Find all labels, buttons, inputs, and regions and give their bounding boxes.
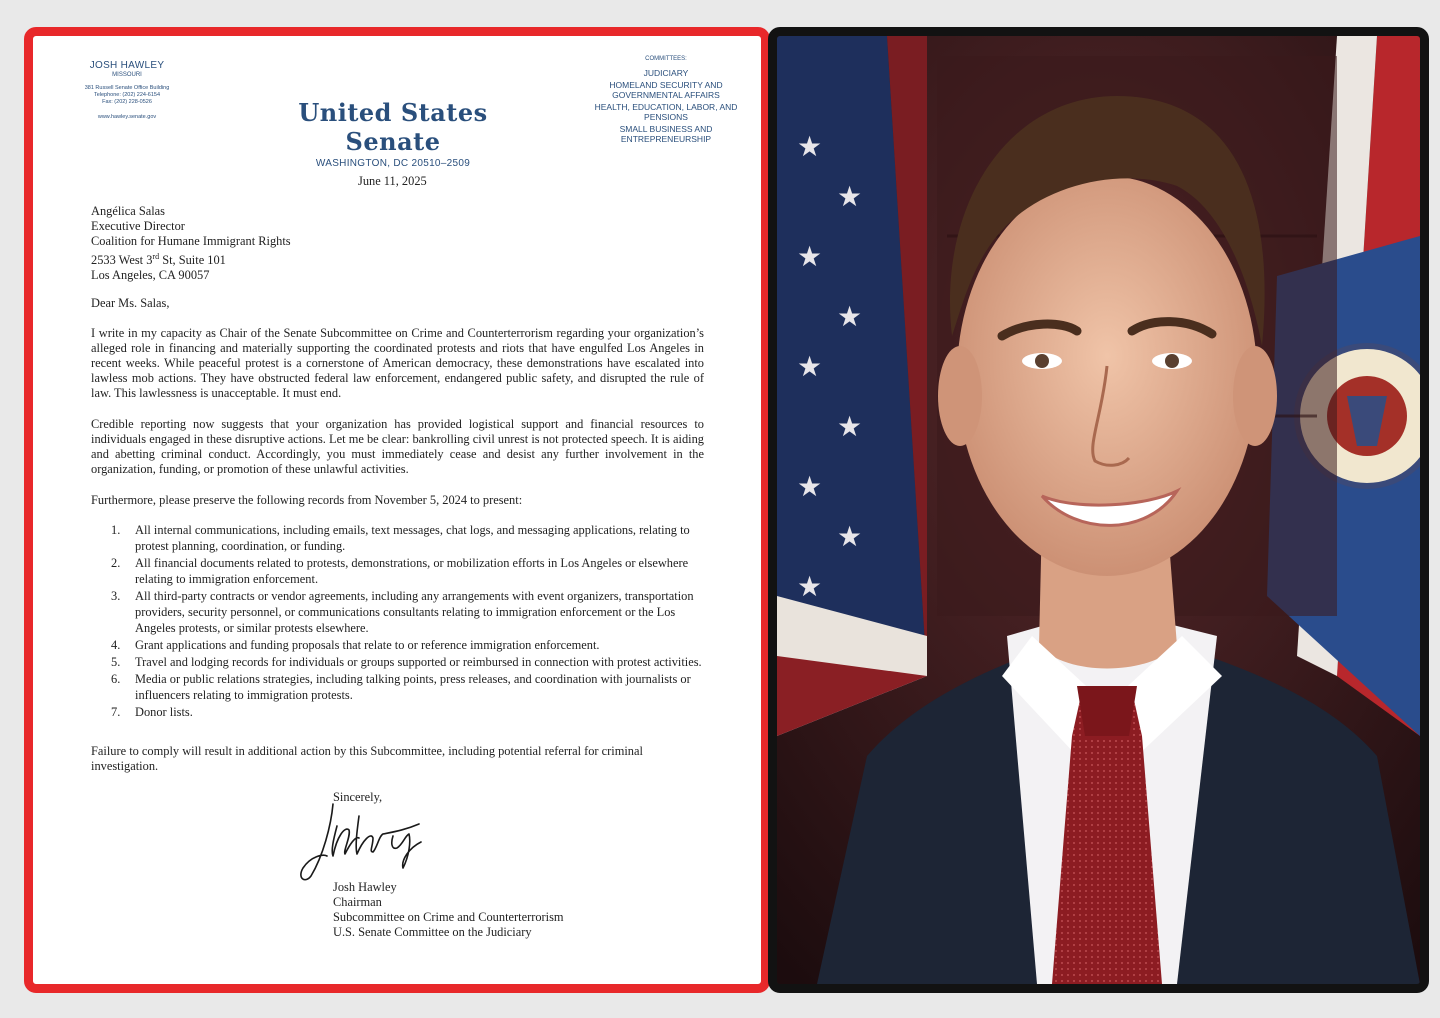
recipient-title: Executive Director (91, 219, 185, 233)
recipient-organization: Coalition for Humane Immigrant Rights (91, 234, 291, 248)
masthead-address: WASHINGTON, DC 20510–2509 (315, 158, 471, 169)
letter-panel (24, 27, 770, 993)
list-item: 2. All financial documents related to protests, demonstrations, or mobilization efforts in Los Angeles or elsewhere relating to immigration enforcement. (111, 556, 689, 586)
svg-text:★: ★ (797, 470, 823, 503)
records-list (111, 522, 711, 721)
office-fax: Fax: (202) 228-0526 (102, 99, 152, 105)
signer-block (333, 880, 564, 940)
letterhead-senator-info (53, 60, 201, 120)
committee-item: HOMELAND SECURITY AND GOVERNMENTAL AFFAIRS (609, 80, 723, 100)
svg-text:★: ★ (837, 180, 863, 213)
closing-paragraph: Failure to comply will result in additional action by this Subcommittee, including potential referral for criminal investigation. (91, 744, 643, 773)
svg-text:★: ★ (837, 300, 863, 333)
portrait-photo (777, 36, 1420, 984)
recipient-street: 2533 West 3rd St, Suite 101 (91, 252, 226, 268)
svg-text:★: ★ (797, 570, 823, 603)
masthead-title: United States Senate (298, 98, 488, 156)
svg-text:★: ★ (837, 520, 863, 553)
letter-date: June 11, 2025 (358, 174, 427, 188)
signer-committee: U.S. Senate Committee on the Judiciary (333, 925, 532, 939)
committee-item: JUDICIARY (643, 67, 689, 78)
svg-text:★: ★ (837, 410, 863, 443)
office-website: www.hawley.senate.gov (97, 114, 157, 120)
list-item: 1. All internal communications, including emails, text messages, chat logs, and messaging applications, relating to protest planning, coordination, or funding. (111, 523, 690, 553)
recipient-address (91, 204, 704, 283)
list-item: 7. Donor lists. (111, 705, 193, 719)
senator-state: MISSOURI (112, 72, 142, 78)
paragraph-1: I write in my capacity as Chair of the Senate Subcommittee on Crime and Counterterrorism regarding your organization’s alleged role in financing and materially supporting the coordinated protests and riots that have engulfed Los Angeles in recent weeks. While peaceful protest is a cornerstone of American democracy, these demonstrations have escalated into lawless mob actions. They have obstructed federal law enforcement, endangered public safety, and disrupted the rule of law. This lawlessness is unacceptable. It must end. (91, 326, 704, 400)
committee-item: HEALTH, EDUCATION, LABOR, AND PENSIONS (594, 102, 738, 122)
senate-masthead (263, 98, 523, 169)
us-flag (777, 36, 927, 736)
salutation: Dear Ms. Salas, (91, 296, 170, 310)
list-item: 4. Grant applications and funding proposals that relate to or reference immigration enforcement. (111, 638, 600, 652)
committees-label: COMMITTEES: (645, 56, 687, 62)
office-address: 381 Russell Senate Office Building (84, 85, 170, 91)
list-item: 5. Travel and lodging records for individuals or groups supported or reimbursed in connection with protest activities. (111, 655, 702, 669)
signer-subcommittee: Subcommittee on Crime and Counterterrorism (333, 910, 564, 924)
sign-off: Sincerely, (333, 790, 383, 804)
office-telephone: Telephone: (202) 224-6154 (93, 92, 161, 98)
svg-text:★: ★ (797, 240, 823, 273)
paragraph-3: Furthermore, please preserve the following records from November 5, 2024 to present: (91, 493, 523, 507)
signature (293, 796, 433, 886)
signer-title: Chairman (333, 895, 382, 909)
committee-list (581, 55, 751, 147)
committee-item: SMALL BUSINESS AND ENTREPRENEURSHIP (619, 124, 713, 144)
signer-name: Josh Hawley (333, 880, 397, 894)
recipient-city: Los Angeles, CA 90057 (91, 268, 210, 283)
portrait-panel (768, 27, 1429, 993)
list-item: 3. All third-party contracts or vendor agreements, including any arrangements with event organizers, transportation providers, security personnel, or communications consultants relating to immigration enforcement or the Los Angeles protests, or similar protests elsewhere. (111, 589, 694, 635)
svg-text:★: ★ (797, 130, 823, 163)
list-item: 6. Media or public relations strategies, including talking points, press releases, and coordination with journalists or influencers relating to immigration protests. (111, 672, 691, 702)
senator-name: JOSH HAWLEY (89, 60, 165, 71)
recipient-name: Angélica Salas (91, 204, 165, 218)
paragraph-2: Credible reporting now suggests that your organization has provided logistical support and financial resources to individuals engaged in these disruptive actions. Let me be clear: bankrolling civil unrest is not protected speech. It is aiding and abetting criminal conduct. Accordingly, you must immediately cease and desist any further involvement in the organization, funding, or promotion of these unlawful activities. (91, 417, 704, 476)
svg-text:★: ★ (797, 350, 823, 383)
